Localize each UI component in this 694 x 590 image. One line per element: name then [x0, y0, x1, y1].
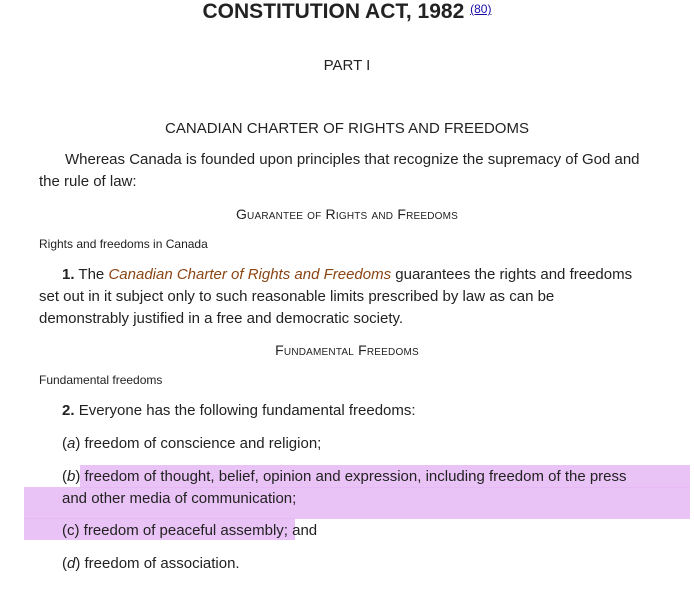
- preamble-line-1: Whereas Canada is founded upon principles that recognize the supremacy of God and: [65, 151, 640, 168]
- paragraph-a-label: a: [67, 435, 76, 452]
- paragraph-d-label: d: [67, 555, 76, 572]
- section-1-pre: The: [78, 266, 105, 283]
- charter-name-link[interactable]: Canadian Charter of Rights and Freedoms: [108, 266, 392, 283]
- paragraph-c-and: and: [292, 522, 318, 539]
- marginal-note-rights: Rights and freedoms in Canada: [39, 237, 208, 251]
- part-heading: PART I: [323, 57, 371, 74]
- section-2-number: 2.: [62, 402, 75, 419]
- footnote-link[interactable]: (80): [470, 2, 492, 16]
- document-title: [0, 0, 694, 24]
- fundamental-heading: Fundamental Freedoms: [275, 342, 419, 358]
- paragraph-c-text: freedom of peaceful assembly;: [83, 522, 288, 539]
- marginal-note-fundamental: Fundamental freedoms: [39, 373, 163, 387]
- paragraph-b-line-2: and other media of communication;: [62, 490, 297, 507]
- section-1-line-3: demonstrably justified in a free and democratic society.: [39, 310, 404, 327]
- paragraph-d-text: freedom of association.: [84, 555, 240, 572]
- charter-heading: CANADIAN CHARTER OF RIGHTS AND FREEDOMS: [165, 120, 529, 137]
- section-1-line-1: [62, 264, 632, 286]
- section-2-intro: [62, 400, 416, 422]
- paragraph-a: (a) freedom of conscience and religion;: [62, 435, 322, 452]
- section-1-post: guarantees the rights and freedoms: [395, 266, 633, 283]
- paragraph-d: (d) freedom of association.: [62, 555, 240, 572]
- paragraph-c-label: c: [67, 522, 75, 539]
- paragraph-b-line-1: (b) freedom of thought, belief, opinion and expression, including freedom of the press: [62, 468, 627, 485]
- paragraph-b-label: b: [67, 468, 76, 485]
- preamble-line-2: the rule of law:: [39, 173, 137, 190]
- guarantee-heading: Guarantee of Rights and Freedoms: [235, 206, 459, 222]
- paragraph-a-text: freedom of conscience and religion;: [84, 435, 322, 452]
- paragraph-b-text-1: freedom of thought, belief, opinion and expression, including freedom of the press: [84, 468, 627, 485]
- section-2-intro-text: Everyone has the following fundamental freedoms:: [78, 402, 416, 419]
- section-1-number: 1.: [62, 266, 75, 283]
- paragraph-c: (c) freedom of peaceful assembly; and: [62, 522, 318, 539]
- title-text: CONSTITUTION ACT, 1982: [202, 0, 465, 23]
- section-1-line-2: set out in it subject only to such reasonable limits prescribed by law as can be: [39, 288, 555, 305]
